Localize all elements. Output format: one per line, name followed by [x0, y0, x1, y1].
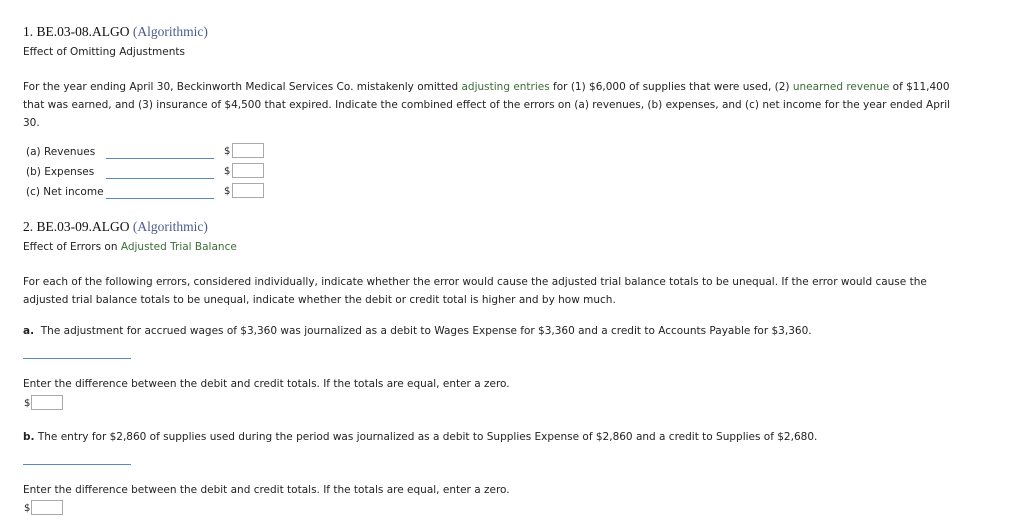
- part-a-instruction: Enter the difference between the debit and credit totals. If the totals are equal, enter a zero.: [23, 378, 510, 390]
- expenses-currency: $: [224, 166, 231, 177]
- net-income-select[interactable]: [106, 198, 214, 199]
- expenses-label: (b) Expenses: [26, 166, 95, 178]
- net-income-currency: $: [224, 186, 231, 197]
- part-a-letter: a.: [23, 325, 35, 337]
- net-income-label: (c) Net income: [26, 186, 104, 198]
- part-a-text: The adjustment for accrued wages of $3,360 was journalized as a debit to Wages Expense for $3,360 and a credit to Accounts Payable for $3,360.: [40, 325, 812, 337]
- q2-title: [23, 219, 208, 235]
- q1-subtitle: Effect of Omitting Adjustments: [23, 46, 185, 58]
- q1-title: [23, 24, 208, 40]
- revenues-amount-input[interactable]: [232, 143, 264, 158]
- expenses-amount-input[interactable]: [232, 163, 264, 178]
- q2-subtitle-text: Effect of Errors on: [23, 241, 121, 253]
- q2-intro: For each of the following errors, considered individually, indicate whether the error would cause the adjusted trial balance totals to be unequal. If the error would cause the adjusted trial balance totals to be unequal, indicate whether the debit or credit total is higher and by how much.: [23, 276, 927, 306]
- part-a-select[interactable]: [23, 358, 131, 359]
- unearned-revenue-link[interactable]: unearned revenue: [792, 81, 890, 93]
- q2-code: BE.03-09.ALGO: [36, 219, 130, 234]
- part-a-currency: $: [24, 398, 31, 409]
- expenses-select[interactable]: [106, 178, 214, 179]
- part-b-select[interactable]: [23, 464, 131, 465]
- adjusted-trial-balance-link[interactable]: Adjusted Trial Balance: [120, 241, 237, 253]
- q1-algorithmic-tag: (Algorithmic): [132, 24, 208, 39]
- part-a-amount-input[interactable]: [31, 395, 63, 410]
- part-b-text: The entry for $2,860 of supplies used during the period was journalized as a debit to Supplies Expense of $2,860 and a credit to Supplies of $2,680.: [37, 431, 818, 443]
- q1-para-text-2: for (1) $6,000 of supplies that were used, (2): [549, 81, 793, 93]
- q1-code: BE.03-08.ALGO: [36, 24, 130, 39]
- revenues-select[interactable]: [106, 158, 214, 159]
- adjusting-entries-link[interactable]: adjusting entries: [461, 81, 550, 93]
- part-b-currency: $: [24, 503, 31, 514]
- part-b-instruction: Enter the difference between the debit and credit totals. If the totals are equal, enter a zero.: [23, 484, 510, 496]
- q1-para-text-1: For the year ending April 30, Beckinworth Medical Services Co. mistakenly omitted: [23, 81, 462, 93]
- part-b-amount-input[interactable]: [31, 500, 63, 515]
- revenues-label: (a) Revenues: [26, 146, 96, 158]
- q2-subtitle: [23, 241, 237, 253]
- q1-paragraph: [23, 78, 963, 132]
- q2-part-b: [23, 431, 817, 443]
- q1-para-text-3: of $11,400 that was earned, and (3) insurance of $4,500 that expired. Indicate the combined effect of the errors on (a) revenues, (b) expenses, and (c) net income for the year ended April 30.: [23, 81, 951, 129]
- q1-number: 1.: [23, 24, 34, 39]
- q2-algorithmic-tag: (Algorithmic): [132, 219, 208, 234]
- q2-part-a: [23, 325, 812, 337]
- q2-number: 2.: [23, 219, 34, 234]
- part-b-letter: b.: [23, 431, 35, 443]
- revenues-currency: $: [224, 146, 231, 157]
- net-income-amount-input[interactable]: [232, 183, 264, 198]
